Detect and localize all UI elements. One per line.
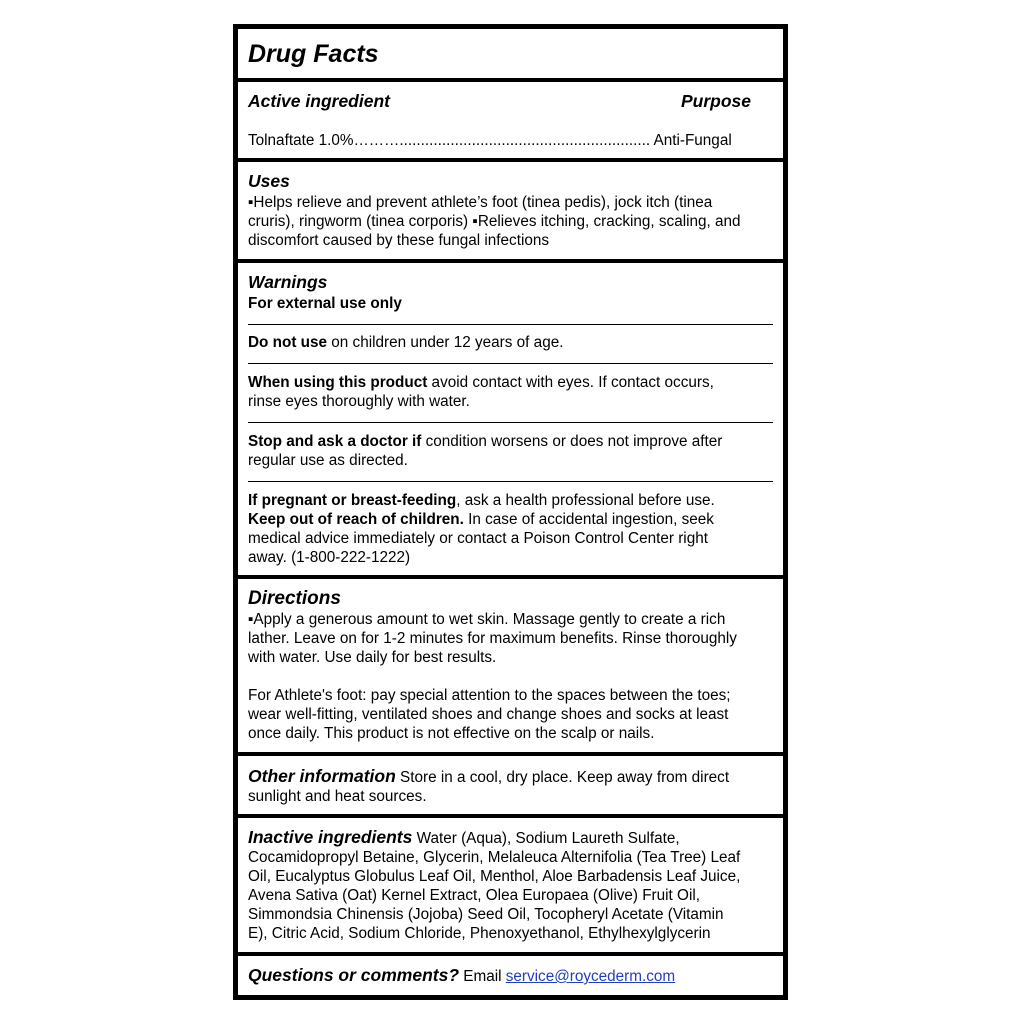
questions-heading: Questions or comments?	[248, 965, 460, 985]
pregnant-line	[248, 491, 715, 510]
other-information-line-1	[248, 767, 729, 787]
active-ingredient-section	[238, 82, 783, 158]
title-section	[238, 29, 783, 78]
inactive-heading: Inactive ingredients	[248, 827, 413, 847]
directions-line-3: with water. Use daily for best results.	[248, 649, 497, 666]
external-use-bold: For external use only	[248, 295, 402, 312]
inactive-line-2: Cocamidopropyl Betaine, Glycerin, Melaleuca Alternifolia (Tea Tree) Leaf	[248, 849, 741, 866]
keep-out-line-3: away. (1-800-222-1222)	[248, 549, 411, 566]
pregnant-body: , ask a health professional before use.	[456, 492, 715, 509]
inactive-line-3: Oil, Eucalyptus Globulus Leaf Oil, Menthol, Aloe Barbadensis Leaf Juice,	[248, 868, 741, 885]
stop-line-2: regular use as directed.	[248, 452, 408, 469]
stop-body: condition worsens or does not improve after	[421, 433, 723, 450]
keep-out-line-1	[248, 510, 714, 529]
inactive-line-6: E), Citric Acid, Sodium Chloride, Phenoxyethanol, Ethylhexylglycerin	[248, 925, 711, 942]
keep-out-line-2: medical advice immediately or contact a Poison Control Center right	[248, 530, 708, 547]
warnings-heading: Warnings	[248, 272, 328, 292]
directions-line-4: For Athlete's foot: pay special attention to the spaces between the toes;	[248, 687, 731, 704]
uses-line-2: cruris), ringworm (tinea corporis) ▪Relieves itching, cracking, scaling, and	[248, 213, 741, 230]
inactive-line-1	[248, 828, 680, 848]
external-use-text	[248, 294, 402, 313]
active-ingredient-heading: Active ingredient	[248, 91, 390, 111]
uses-heading: Uses	[248, 171, 290, 191]
pregnant-bold: If pregnant or breast-feeding	[248, 492, 457, 509]
page-title: Drug Facts	[248, 40, 379, 68]
directions-heading: Directions	[248, 588, 341, 609]
divider	[248, 422, 773, 423]
inactive-line-5: Simmondsia Chinensis (Jojoba) Seed Oil, Tocopheryl Acetate (Vitamin	[248, 906, 724, 923]
divider	[248, 324, 773, 325]
email-link[interactable]: service@roycederm.com	[505, 968, 676, 985]
divider	[248, 481, 773, 482]
questions-line	[248, 966, 675, 986]
directions-line-1: ▪Apply a generous amount to wet skin. Massage gently to create a rich	[248, 611, 726, 628]
directions-line-2: lather. Leave on for 1-2 minutes for maximum benefits. Rinse thoroughly	[248, 630, 737, 647]
stop-line-1	[248, 432, 722, 451]
directions-line-5: wear well-fitting, ventilated shoes and change shoes and socks at least	[248, 706, 729, 723]
other-information-body: Store in a cool, dry place. Keep away from direct	[395, 769, 730, 786]
warnings-section	[238, 263, 783, 575]
when-using-body: avoid contact with eyes. If contact occurs,	[427, 374, 714, 391]
other-information-line-2: sunlight and heat sources.	[248, 788, 427, 805]
other-information-heading: Other information	[248, 766, 396, 786]
drug-facts-label	[233, 24, 788, 1000]
stop-bold: Stop and ask a doctor if	[248, 433, 422, 450]
directions-section	[238, 579, 783, 752]
divider	[248, 363, 773, 364]
purpose-heading: Purpose	[681, 91, 752, 111]
uses-line-3: discomfort caused by these fungal infections	[248, 232, 550, 249]
uses-section	[238, 162, 783, 259]
do-not-use-bold: Do not use	[248, 334, 328, 351]
keep-out-body: In case of accidental ingestion, seek	[463, 511, 714, 528]
do-not-use-text	[248, 333, 563, 352]
when-using-bold: When using this product	[248, 374, 428, 391]
inactive-body: Water (Aqua), Sodium Laureth Sulfate,	[412, 830, 680, 847]
directions-line-6: once daily. This product is not effective on the scalp or nails.	[248, 725, 655, 742]
uses-line-1: ▪Helps relieve and prevent athlete’s foot (tinea pedis), jock itch (tinea	[248, 194, 713, 211]
keep-out-bold: Keep out of reach of children.	[248, 511, 464, 528]
when-using-line-1	[248, 373, 714, 392]
other-information-section	[238, 756, 783, 814]
questions-section	[238, 956, 783, 995]
do-not-use-body: on children under 12 years of age.	[327, 334, 564, 351]
active-ingredient-line: Tolnaftate 1.0%………........................................................... Anti-Fungal	[248, 132, 732, 149]
when-using-line-2: rinse eyes thoroughly with water.	[248, 393, 470, 410]
inactive-ingredients-section	[238, 818, 783, 952]
email-label: Email	[463, 968, 502, 985]
inactive-line-4: Avena Sativa (Oat) Kernel Extract, Olea Europaea (Olive) Fruit Oil,	[248, 887, 701, 904]
